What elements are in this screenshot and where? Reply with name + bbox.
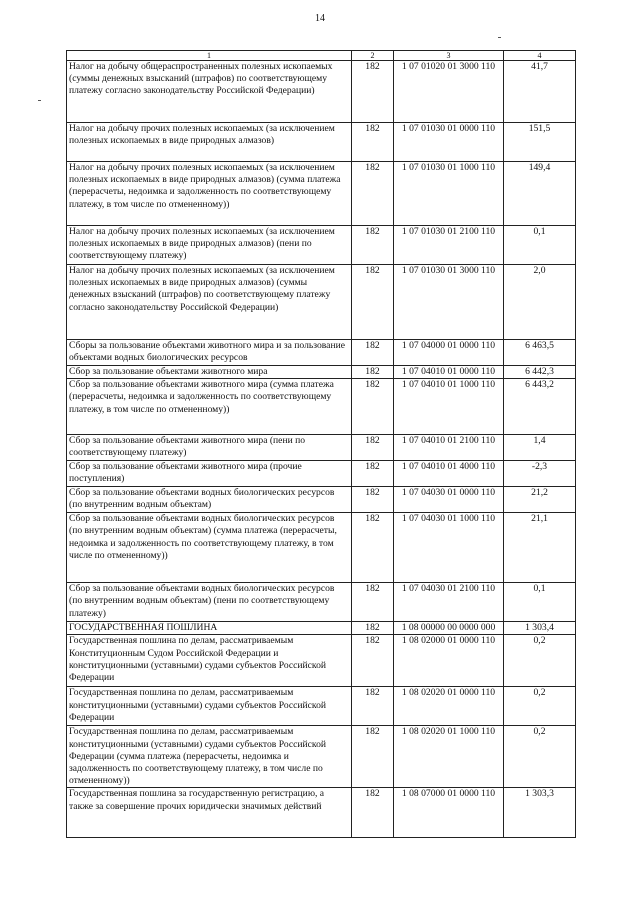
row-name-cell: Государственная пошлина по делам, рассматриваемым Конституционным Судом Российской Федерации и конституционными (уставными) судами субъектов Российской Федерации <box>67 635 352 687</box>
row-budget-code-cell: 1 07 04030 01 0000 110 <box>394 487 504 513</box>
row-name-cell: Сбор за пользование объектами животного мира (сумма платежа (перерасчеты, недоимка и задолженность по соответствующему платежу, в том числе по отмененному)) <box>67 379 352 435</box>
row-amount-cell: 1 303,4 <box>504 622 576 635</box>
row-budget-code-cell: 1 07 01020 01 3000 110 <box>394 61 504 123</box>
row-name-cell: Сбор за пользование объектами водных биологических ресурсов (по внутренним водным объектам) (сумма платежа (перерасчеты, недоимка и задолженность по соответствующему платежу, в том числе по отмененному)) <box>67 513 352 583</box>
table-row <box>67 123 576 162</box>
row-admin-code-cell: 182 <box>352 622 394 635</box>
row-admin-code-cell: 182 <box>352 379 394 435</box>
row-amount-cell: 21,1 <box>504 513 576 583</box>
scan-mark <box>498 37 501 38</box>
row-admin-code-cell: 182 <box>352 788 394 838</box>
row-name-cell: Налог на добычу общераспространенных полезных ископаемых (суммы денежных взысканий (штрафов) по соответствующему платежу согласно законодательству Российской Федерации) <box>67 61 352 123</box>
table-row <box>67 340 576 366</box>
row-name-cell: Государственная пошлина по делам, рассматриваемым конституционными (уставными) судами субъектов Российской Федерации (сумма платежа (перерасчеты, недоимка и задолженность по соответствующему платежу, в том числе по отмененному)) <box>67 726 352 788</box>
row-amount-cell: 0,2 <box>504 635 576 687</box>
row-name-cell: Налог на добычу прочих полезных ископаемых (за исключением полезных ископаемых в виде природных алмазов) (пени по соответствующему платежу) <box>67 226 352 265</box>
table-row <box>67 583 576 622</box>
table-row <box>67 379 576 435</box>
row-budget-code-cell: 1 07 01030 01 1000 110 <box>394 162 504 226</box>
row-budget-code-cell: 1 08 02020 01 1000 110 <box>394 726 504 788</box>
row-name-cell: Налог на добычу прочих полезных ископаемых (за исключением полезных ископаемых в виде природных алмазов) (сумма платежа (перерасчеты, недоимка и задолженность по соответствующему платежу, в том числе по отмененному)) <box>67 162 352 226</box>
header-cell-code: 3 <box>394 51 504 61</box>
row-amount-cell: 0,2 <box>504 726 576 788</box>
table-row <box>67 435 576 461</box>
row-name-cell: Государственная пошлина за государственную регистрацию, а также за совершение прочих юридически значимых действий <box>67 788 352 838</box>
row-budget-code-cell: 1 07 04000 01 0000 110 <box>394 340 504 366</box>
row-name-cell: Сбор за пользование объектами водных биологических ресурсов (по внутренним водным объектам) <box>67 487 352 513</box>
row-budget-code-cell: 1 07 04010 01 1000 110 <box>394 379 504 435</box>
header-cell-value: 4 <box>504 51 576 61</box>
row-name-cell: Сбор за пользование объектами животного мира <box>67 366 352 379</box>
row-name-cell: Налог на добычу прочих полезных ископаемых (за исключением полезных ископаемых в виде природных алмазов) (суммы денежных взысканий (штрафов) по соответствующему платежу согласно законодательству Российской Федерации) <box>67 265 352 340</box>
row-budget-code-cell: 1 07 04010 01 2100 110 <box>394 435 504 461</box>
row-budget-code-cell: 1 07 04010 01 4000 110 <box>394 461 504 487</box>
row-amount-cell: 41,7 <box>504 61 576 123</box>
row-amount-cell: 1,4 <box>504 435 576 461</box>
row-budget-code-cell: 1 07 04030 01 2100 110 <box>394 583 504 622</box>
row-budget-code-cell: 1 08 07000 01 0000 110 <box>394 788 504 838</box>
table-row <box>67 788 576 838</box>
table-row <box>67 366 576 379</box>
row-amount-cell: 6 463,5 <box>504 340 576 366</box>
table-row <box>67 487 576 513</box>
row-amount-cell: 2,0 <box>504 265 576 340</box>
row-name-cell: Государственная пошлина по делам, рассматриваемым конституционными (уставными) судами субъектов Российской Федерации <box>67 687 352 726</box>
table-row <box>67 162 576 226</box>
row-name-cell: Сбор за пользование объектами животного мира (прочие поступления) <box>67 461 352 487</box>
header-cell-admin: 2 <box>352 51 394 61</box>
row-amount-cell: 6 443,2 <box>504 379 576 435</box>
row-name-cell: ГОСУДАРСТВЕННАЯ ПОШЛИНА <box>67 622 352 635</box>
revenue-table <box>66 50 576 838</box>
table-row <box>67 461 576 487</box>
row-amount-cell: 1 303,3 <box>504 788 576 838</box>
table-row <box>67 226 576 265</box>
row-budget-code-cell: 1 07 01030 01 0000 110 <box>394 123 504 162</box>
row-admin-code-cell: 182 <box>352 435 394 461</box>
row-budget-code-cell: 1 07 04030 01 1000 110 <box>394 513 504 583</box>
header-cell-name: 1 <box>67 51 352 61</box>
row-admin-code-cell: 182 <box>352 726 394 788</box>
row-budget-code-cell: 1 08 02000 01 0000 110 <box>394 635 504 687</box>
row-admin-code-cell: 182 <box>352 366 394 379</box>
table-row <box>67 635 576 687</box>
row-admin-code-cell: 182 <box>352 265 394 340</box>
row-budget-code-cell: 1 07 04010 01 0000 110 <box>394 366 504 379</box>
row-amount-cell: 0,1 <box>504 226 576 265</box>
row-admin-code-cell: 182 <box>352 583 394 622</box>
row-name-cell: Налог на добычу прочих полезных ископаемых (за исключением полезных ископаемых в виде природных алмазов) <box>67 123 352 162</box>
row-admin-code-cell: 182 <box>352 487 394 513</box>
table-row <box>67 622 576 635</box>
row-budget-code-cell: 1 08 02020 01 0000 110 <box>394 687 504 726</box>
row-name-cell: Сбор за пользование объектами водных биологических ресурсов (по внутренним водным объектам) (пени по соответствующему платежу) <box>67 583 352 622</box>
row-admin-code-cell: 182 <box>352 226 394 265</box>
row-admin-code-cell: 182 <box>352 635 394 687</box>
scan-mark <box>38 100 41 101</box>
row-amount-cell: -2,3 <box>504 461 576 487</box>
row-admin-code-cell: 182 <box>352 123 394 162</box>
row-admin-code-cell: 182 <box>352 687 394 726</box>
row-admin-code-cell: 182 <box>352 340 394 366</box>
row-amount-cell: 149,4 <box>504 162 576 226</box>
row-budget-code-cell: 1 07 01030 01 2100 110 <box>394 226 504 265</box>
row-budget-code-cell: 1 08 00000 00 0000 000 <box>394 622 504 635</box>
row-admin-code-cell: 182 <box>352 513 394 583</box>
table-header-row <box>67 51 576 61</box>
table-row <box>67 687 576 726</box>
row-amount-cell: 6 442,3 <box>504 366 576 379</box>
row-name-cell: Сборы за пользование объектами животного мира и за пользование объектами водных биологических ресурсов <box>67 340 352 366</box>
row-name-cell: Сбор за пользование объектами животного мира (пени по соответствующему платежу) <box>67 435 352 461</box>
table-row <box>67 265 576 340</box>
row-amount-cell: 0,1 <box>504 583 576 622</box>
row-admin-code-cell: 182 <box>352 61 394 123</box>
row-amount-cell: 0,2 <box>504 687 576 726</box>
table-row <box>67 513 576 583</box>
row-amount-cell: 151,5 <box>504 123 576 162</box>
row-budget-code-cell: 1 07 01030 01 3000 110 <box>394 265 504 340</box>
row-admin-code-cell: 182 <box>352 162 394 226</box>
page-number: 14 <box>315 13 325 24</box>
row-amount-cell: 21,2 <box>504 487 576 513</box>
table-row <box>67 726 576 788</box>
table-row <box>67 61 576 123</box>
row-admin-code-cell: 182 <box>352 461 394 487</box>
